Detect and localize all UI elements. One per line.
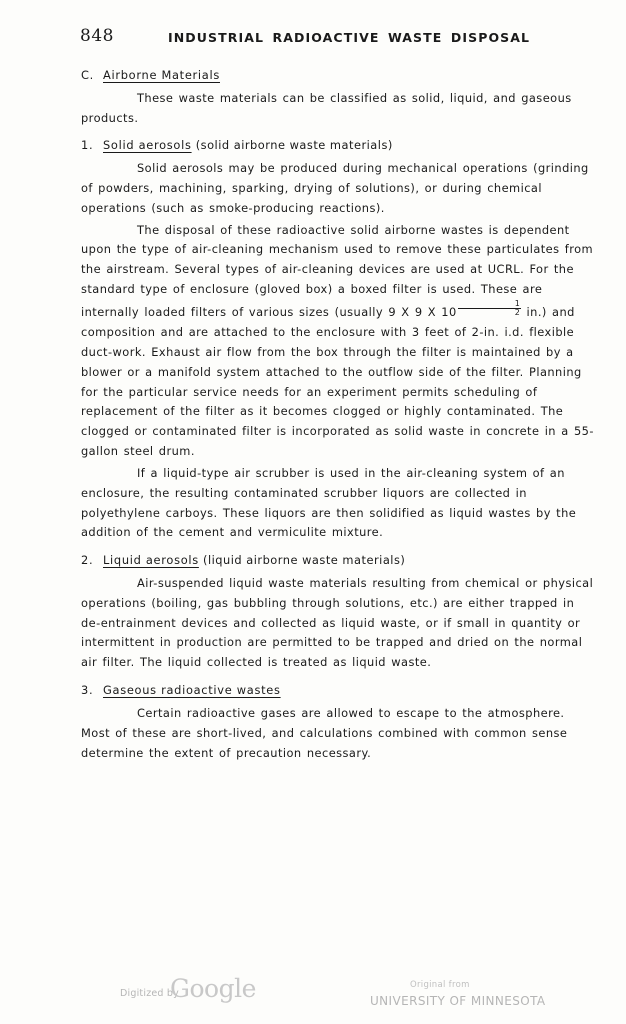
fraction-one-half bbox=[458, 300, 522, 317]
section-heading bbox=[81, 680, 597, 702]
page-number: 848 bbox=[80, 26, 114, 46]
paragraph-head: The disposal of these radioactive solid airborne wastes is dependent upon the type of air-cleaning mechanism used to remove these particulates from the airstream. Several types of air-cleaning devices are used at UCRL. For the standard type of enclosure (gloved box) a boxed filter is used. These are internally loaded filters of various sizes (usually 9 X 9 X 10 bbox=[81, 222, 594, 320]
section-number: C. bbox=[81, 68, 94, 82]
section-liquid-aerosols bbox=[81, 550, 597, 673]
paragraph: Certain radioactive gases are allowed to escape to the atmosphere. Most of these are short-lived, and calculations combined with common sense determine the extent of precaution necessary. bbox=[81, 705, 568, 760]
running-title: INDUSTRIAL RADIOACTIVE WASTE DISPOSAL bbox=[168, 30, 531, 45]
paragraph: These waste materials can be classified as solid, liquid, and gaseous products. bbox=[81, 90, 572, 125]
paragraph-with-fraction bbox=[81, 221, 597, 462]
section-title: Airborne Materials bbox=[103, 68, 220, 82]
google-wordmark: Google bbox=[170, 974, 256, 1003]
section-number: 3. bbox=[81, 683, 94, 698]
paragraph-tail: in.) and composition and are attached to the enclosure with 3 feet of 2-in. i.d. flexible duct-work. Exhaust air flow from the box through the filter is maintained by a blower or a manifold system attached to the outflow side of the filter. Planning for the particular service needs for an experiment permits scheduling of replacement of the filter as it becomes clogged or highly contaminated. The clogged or contaminated filter is incorporated as solid waste in concrete in a 55-gallon steel drum. bbox=[81, 305, 594, 459]
section-gaseous-wastes bbox=[81, 680, 597, 763]
fraction-denominator: 2 bbox=[514, 307, 521, 317]
section-heading bbox=[81, 65, 597, 87]
section-heading bbox=[81, 550, 597, 572]
original-from-label: Original from bbox=[410, 980, 470, 990]
page-footer bbox=[0, 972, 626, 1012]
institution-name: UNIVERSITY OF MINNESOTA bbox=[370, 994, 546, 1008]
section-title: Solid aerosols bbox=[103, 138, 192, 153]
section-number: 1. bbox=[81, 138, 94, 153]
page-body bbox=[81, 58, 597, 765]
section-number: 2. bbox=[81, 553, 94, 568]
page-header bbox=[0, 26, 626, 50]
section-heading bbox=[81, 135, 597, 157]
section-subtitle-text: (liquid airborne waste materials) bbox=[203, 553, 406, 568]
section-airborne-materials bbox=[81, 65, 597, 128]
fraction-numerator: 1 bbox=[458, 300, 522, 309]
section-subtitle-text: (solid airborne waste materials) bbox=[195, 138, 393, 153]
section-title: Gaseous radioactive wastes bbox=[103, 683, 281, 698]
paragraph: If a liquid-type air scrubber is used in the air-cleaning system of an enclosure, the resulting contaminated scrubber liquors are collected in polyethylene carboys. These liquors are then solidified as liquid wastes by the addition of the cement and vermiculite mixture. bbox=[81, 465, 577, 540]
digitized-by-label: Digitized by bbox=[120, 988, 179, 999]
paragraph: Solid aerosols may be produced during mechanical operations (grinding of powders, machining, sparking, drying of solutions), or during chemical operations (such as smoke-producing reactions). bbox=[81, 161, 589, 215]
section-title: Liquid aerosols bbox=[103, 553, 199, 568]
section-solid-aerosols bbox=[81, 135, 597, 543]
paragraph: Air-suspended liquid waste materials resulting from chemical or physical operations (boiling, gas bubbling through solutions, etc.) are either trapped in de-entrainment devices and collected as liquid waste, or if small in quantity or intermittent in production are permitted to be trapped and dried on the normal air filter. The liquid collected is treated as liquid waste. bbox=[81, 575, 594, 670]
